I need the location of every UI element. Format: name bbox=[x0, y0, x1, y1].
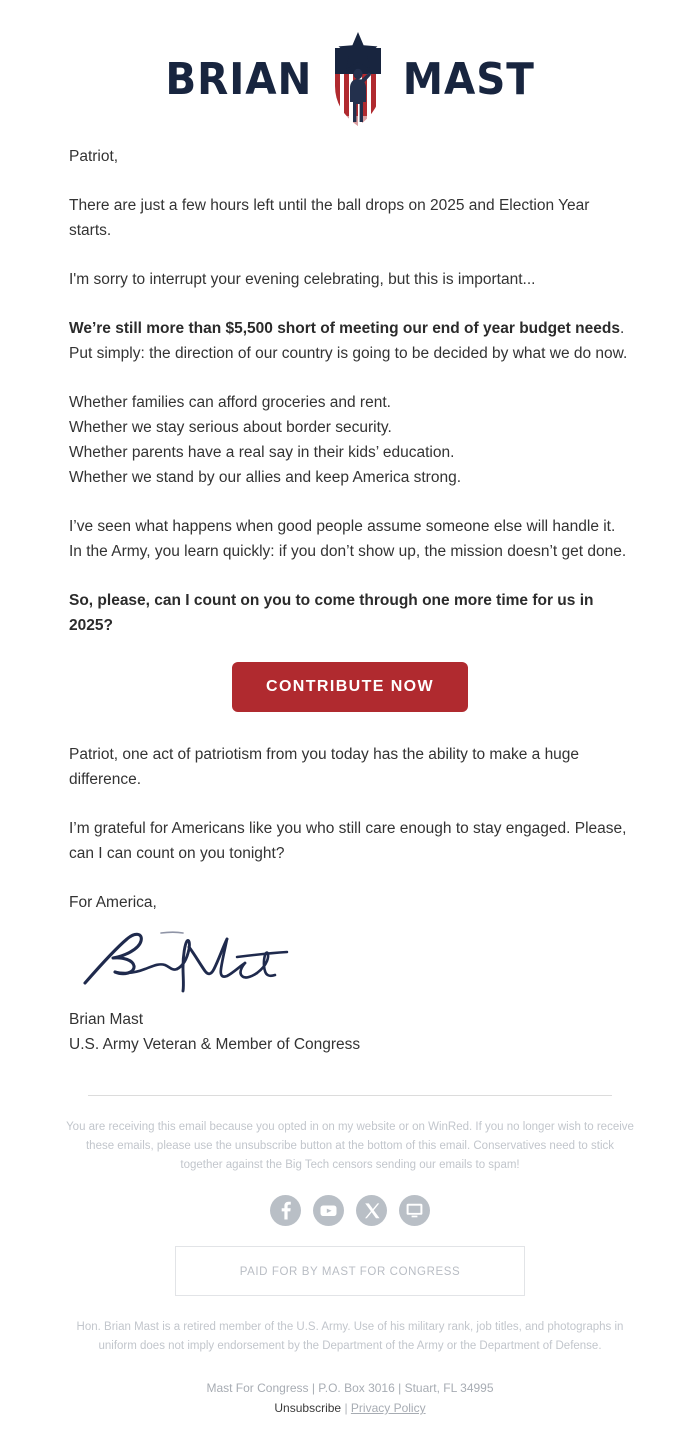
brand-logo[interactable] bbox=[159, 30, 540, 130]
logo-text-mast: MAST bbox=[402, 54, 535, 105]
paragraph-patriotism: Patriot, one act of patriotism from you today has the ability to make a huge difference. bbox=[69, 746, 580, 788]
saluting-soldier-flag-emblem-icon bbox=[325, 30, 391, 130]
whether-list bbox=[69, 390, 631, 490]
contribute-now-button[interactable]: CONTRIBUTE NOW bbox=[232, 662, 468, 712]
paid-for-by-box bbox=[175, 1246, 525, 1296]
footer-links bbox=[66, 1398, 634, 1434]
paragraph-interrupt: I'm sorry to interrupt your evening celebrating, but this is important... bbox=[69, 271, 536, 288]
email-footer bbox=[0, 1096, 700, 1434]
closing-line: For America, bbox=[69, 894, 157, 911]
logo-text-brian: BRIAN bbox=[165, 54, 313, 105]
handwritten-signature-icon bbox=[69, 921, 631, 999]
links-separator: | bbox=[344, 1401, 348, 1415]
facebook-icon[interactable] bbox=[270, 1195, 301, 1226]
paragraph-ask bbox=[69, 588, 631, 638]
x-twitter-icon[interactable] bbox=[356, 1195, 387, 1226]
whether-line-border: Whether we stay serious about border security. bbox=[69, 419, 392, 436]
website-icon[interactable] bbox=[399, 1195, 430, 1226]
whether-line-education: Whether parents have a real say in their kids’ education. bbox=[69, 444, 455, 461]
signer-title: U.S. Army Veteran & Member of Congress bbox=[69, 1036, 361, 1053]
whether-line-groceries: Whether families can afford groceries and rent. bbox=[69, 394, 391, 411]
signer-name: Brian Mast bbox=[69, 1011, 144, 1028]
paragraph-grateful: I’m grateful for Americans like you who still care enough to stay engaged. Please, can I can count on you tonight? bbox=[69, 820, 627, 862]
budget-shortfall-rest: . Put simply: the direction of our country is going to be decided by what we do now. bbox=[69, 320, 628, 362]
paragraph-budget-need bbox=[69, 316, 631, 366]
youtube-icon[interactable] bbox=[313, 1195, 344, 1226]
whether-line-allies: Whether we stand by our allies and keep America strong. bbox=[69, 469, 462, 486]
army-disclaimer: Hon. Brian Mast is a retired member of the U.S. Army. Use of his military rank, job titles, and photographs in uniform does not imply endorsement by the Department of the Army or the Department of Defense. bbox=[76, 1321, 624, 1352]
salutation: Patriot, bbox=[69, 148, 119, 165]
paragraph-army-story: I’ve seen what happens when good people assume someone else will handle it. In the Army, you learn quickly: if you don’t show up, the mission doesn’t get done. bbox=[69, 518, 627, 560]
opt-in-notice: You are receiving this email because you opted in on my website or on WinRed. If you no longer wish to receive these emails, please use the unsubscribe button at the bottom of this email. Conservatives need to stick together against the Big Tech censors sending our emails to spam! bbox=[66, 1121, 634, 1171]
cta-container bbox=[69, 662, 631, 712]
paragraph-intro: There are just a few hours left until the ball drops on 2025 and Election Year starts. bbox=[69, 197, 590, 239]
email-header bbox=[0, 0, 700, 144]
budget-shortfall-emphasis: We’re still more than $5,500 short of meeting our end of year budget needs bbox=[69, 320, 620, 337]
mailing-address: Mast For Congress | P.O. Box 3016 | Stuart, FL 34995 bbox=[206, 1381, 494, 1395]
privacy-policy-link[interactable]: Privacy Policy bbox=[350, 1401, 426, 1415]
paid-for-by-text: PAID FOR BY MAST FOR CONGRESS bbox=[239, 1266, 461, 1278]
social-links bbox=[66, 1195, 634, 1226]
unsubscribe-link[interactable]: Unsubscribe bbox=[274, 1401, 342, 1415]
ask-emphasis: So, please, can I count on you to come through one more time for us in 2025? bbox=[69, 592, 594, 634]
signature-block bbox=[69, 921, 631, 1057]
email-content bbox=[0, 144, 700, 1057]
